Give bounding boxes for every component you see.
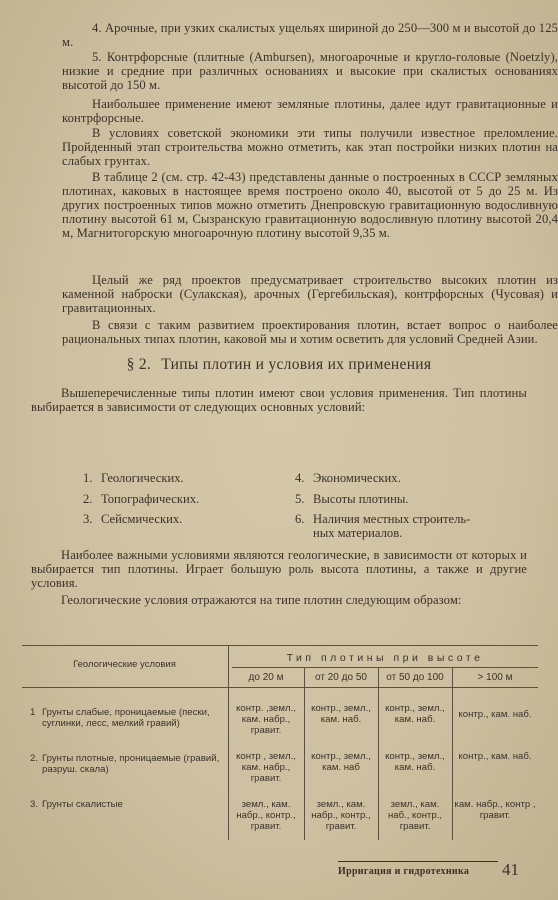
paragraph-soviet-economy: В условиях советской экономики эти типы получили известное преломление. Пройденный этап строительства можно отметить, как этап постройки низких плотин на слабых грунтах. bbox=[62, 126, 558, 169]
paragraph-most-used: Наибольшее применение имеют земляные плотины, далее идут гравитационные и контрфорсные. bbox=[62, 97, 558, 126]
table-header-dam-type: Тип плотины при высоте bbox=[286, 652, 484, 664]
condition-text: Сейсмических. bbox=[101, 512, 183, 526]
condition-number: 4. bbox=[295, 471, 305, 485]
table-cell: контр., земл., кам. наб bbox=[311, 751, 371, 773]
condition-item bbox=[295, 509, 535, 540]
table-col-header: от 50 до 100 bbox=[386, 672, 444, 683]
paragraph-arch-dams: 4. Арочные, при узких скалистых ущельях шириной до 250—300 м и высотой до 125 м. bbox=[62, 21, 558, 50]
condition-number: 1. bbox=[83, 471, 93, 485]
table-cell: контр., земл., кам. наб. bbox=[311, 703, 371, 725]
table-cell: контр. ,земл., кам. набр., гравит. bbox=[236, 703, 296, 736]
condition-number: 5. bbox=[295, 491, 305, 506]
section-heading bbox=[0, 356, 558, 374]
table-cell: контр., кам. наб. bbox=[458, 709, 532, 720]
condition-item bbox=[83, 509, 283, 530]
table-cell: контр , земл., кам. набр., гравит. bbox=[236, 751, 296, 784]
table-col-header: > 100 м bbox=[477, 672, 513, 683]
condition-item bbox=[83, 489, 283, 510]
table-row-text: Грунты плотные, проницаемые (гравий, разруш. скала) bbox=[42, 753, 220, 775]
condition-number: 2. bbox=[83, 491, 93, 506]
table-cell: земл., кам. набр., контр., гравит. bbox=[236, 799, 296, 832]
dam-type-table bbox=[22, 645, 538, 845]
table-row-number: 2. bbox=[30, 753, 39, 764]
condition-item bbox=[83, 468, 283, 489]
condition-item bbox=[295, 489, 535, 510]
footer-rule bbox=[338, 861, 498, 862]
condition-text: Геологических. bbox=[101, 471, 184, 485]
condition-text: Высоты плотины. bbox=[313, 491, 409, 506]
condition-text: Экономических. bbox=[313, 471, 401, 485]
condition-number: 3. bbox=[83, 512, 93, 526]
paragraph-buttress-dams: 5. Контрфорсные (плитные (Ambursen), многоарочные и кругло-головые (Noetzly), низкие и средние при различных основаниях и высокие при скалистых основаниях высотой до 150 м. bbox=[62, 50, 558, 93]
conditions-column-left bbox=[83, 468, 283, 530]
table-col-header: от 20 до 50 bbox=[315, 672, 367, 683]
section-number: § 2. bbox=[126, 356, 152, 373]
paragraph-geological: Геологические условия отражаются на типе плотин следующим образом: bbox=[61, 593, 462, 607]
condition-text: Наличия местных строитель-ных материалов. bbox=[313, 512, 471, 540]
page-footer bbox=[330, 861, 530, 881]
table-rule bbox=[22, 687, 538, 688]
condition-item bbox=[295, 468, 535, 489]
paragraph-table-reference: В таблице 2 (см. стр. 42-43) представлены данные о построенных в СССР земляных плотинах, каковых в настоящее время построено около 40, высотой от 5 до 25 м. Из других построенных типов можно отметить Днепровскую гравитационную водосливную плотину высотой 61 м, Сызранскую гравитационную водосливную плотину высотой 20,4 м, Магнитогорскую многоарочную плотину высотой 9,35 м. bbox=[62, 170, 558, 241]
paragraph-intro: Вышеперечисленные типы плотин имеют свои условия применения. Тип плотины выбирается в зависимости от следующих основных условий: bbox=[31, 386, 527, 415]
table-rule bbox=[232, 667, 538, 668]
table-row-number: 3. bbox=[30, 799, 39, 810]
table-rule bbox=[22, 645, 538, 646]
table-cell: контр., кам. наб. bbox=[458, 751, 532, 762]
condition-number: 6. bbox=[295, 512, 305, 526]
table-row-text: Грунты скалистые bbox=[42, 799, 123, 810]
paragraph-important-conditions: Наиболее важными условиями являются геологические, в зависимости от которых и выбирается тип плотины. Играет большую роль высота плотины, а также и другие условия. bbox=[31, 548, 527, 591]
paragraph-question: В связи с таким развитием проектирования плотин, встает вопрос о наиболее рациональных типах плотин, каковой мы и хотим осветить для условий Средней Азии. bbox=[62, 318, 558, 347]
table-cell: кам. набр., контр , гравит. bbox=[454, 799, 536, 821]
page-number: 41 bbox=[502, 860, 519, 879]
table-header-geology: Геологические условия bbox=[73, 659, 176, 670]
condition-text: Топографических. bbox=[101, 491, 200, 506]
section-title: Типы плотин и условия их применения bbox=[161, 356, 432, 373]
table-cell: контр., земл., кам. наб. bbox=[385, 703, 445, 725]
table-cell: контр., земл., кам. наб. bbox=[385, 751, 445, 773]
table-row-number: 1 bbox=[30, 707, 36, 718]
table-rule bbox=[378, 667, 379, 840]
conditions-column-right bbox=[295, 468, 535, 540]
table-rule bbox=[304, 667, 305, 840]
table-cell: земл., кам. наб., контр., гравит. bbox=[387, 799, 443, 832]
running-title: Ирригация и гидротехника bbox=[338, 866, 470, 877]
table-row-text: Грунты слабые, проницаемые (пески, суглинки, лесс, мелкий гравий) bbox=[42, 707, 210, 729]
paragraph-projects: Целый же ряд проектов предусматривает строительство высоких плотин из каменной наброски (Сулакская), арочных (Гергебильская), контрфорсных (Чусовая) и гравитационных. bbox=[62, 273, 558, 316]
table-col-header: до 20 м bbox=[248, 672, 284, 683]
table-rule bbox=[452, 667, 453, 840]
table-cell: земл., кам. набр., контр., гравит. bbox=[311, 799, 371, 832]
